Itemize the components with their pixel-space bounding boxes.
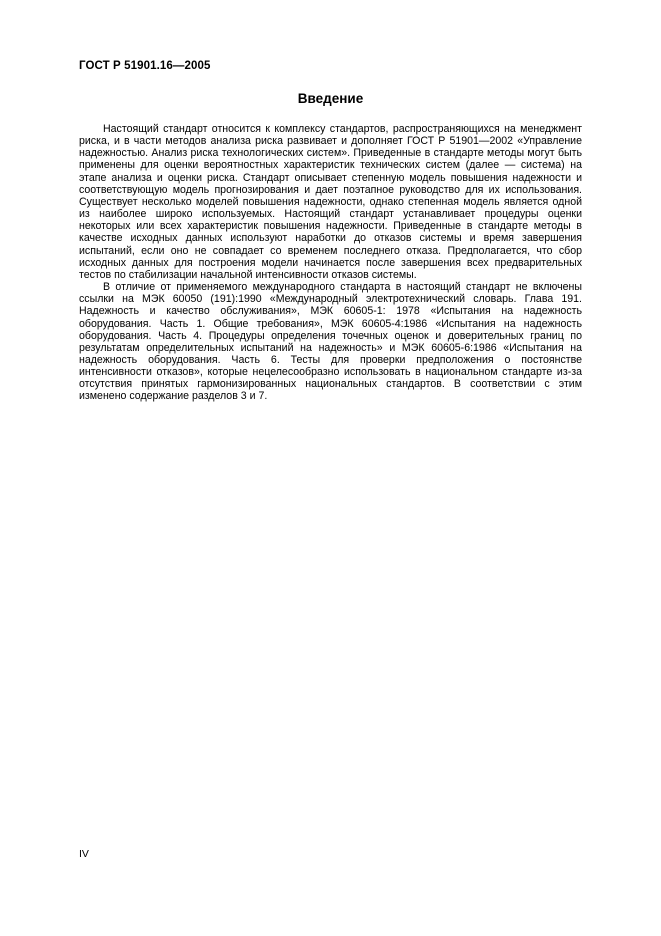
document-body — [79, 123, 582, 403]
page-number: IV — [79, 848, 89, 860]
document-header: ГОСТ Р 51901.16—2005 — [79, 60, 211, 72]
paragraph: Настоящий стандарт относится к комплексу стандартов, распространяющихся на менеджмент риска, и в части методов анализа риска развивает и дополняет ГОСТ Р 51901—2002 «Управление надежностью. Анализ риска технологических систем». Приведенные в стандарте методы могут быть применены для оценки вероятностных характеристик технических систем (далее — система) на этапе анализа и оценки риска. Стандарт описывает степенную модель повышения надежности и соответствующую модель прогнозирования и дает поэтапное руководство для их использования. Существует несколько моделей повышения надежности, однако степенная модель является одной из наиболее широко используемых. Настоящий стандарт устанавливает процедуры оценки некоторых или всех характеристик повышения надежности. Приведенные в стандарте методы в качестве исходных данных используют наработки до отказов системы и время завершения испытаний, если оно не совпадает со временем последнего отказа. Предполагается, что сбор исходных данных для построения модели начинается после завершения всех предварительных тестов по стабилизации начальной интенсивности отказов системы. — [79, 123, 582, 281]
paragraph: В отличие от применяемого международного стандарта в настоящий стандарт не включены ссылки на МЭК 60050 (191):1990 «Международный электротехнический словарь. Глава 191. Надежность и качество обслуживания», МЭК 60605-1: 1978 «Испытания на надежность оборудования. Часть 1. Общие требования», МЭК 60605-4:1986 «Испытания на надежность оборудования. Часть 4. Процедуры определения точечных оценок и доверительных границ по результатам определительных испытаний на надежность» и МЭК 60605-6:1986 «Испытания на надежность оборудования. Часть 6. Тесты для проверки предположения о постоянстве интенсивности отказов», которые нецелесообразно использовать в национальном стандарте из-за отсутствия принятых гармонизированных национальных стандартов. В соответствии с этим изменено содержание разделов 3 и 7. — [79, 281, 582, 403]
section-title: Введение — [297, 91, 364, 106]
